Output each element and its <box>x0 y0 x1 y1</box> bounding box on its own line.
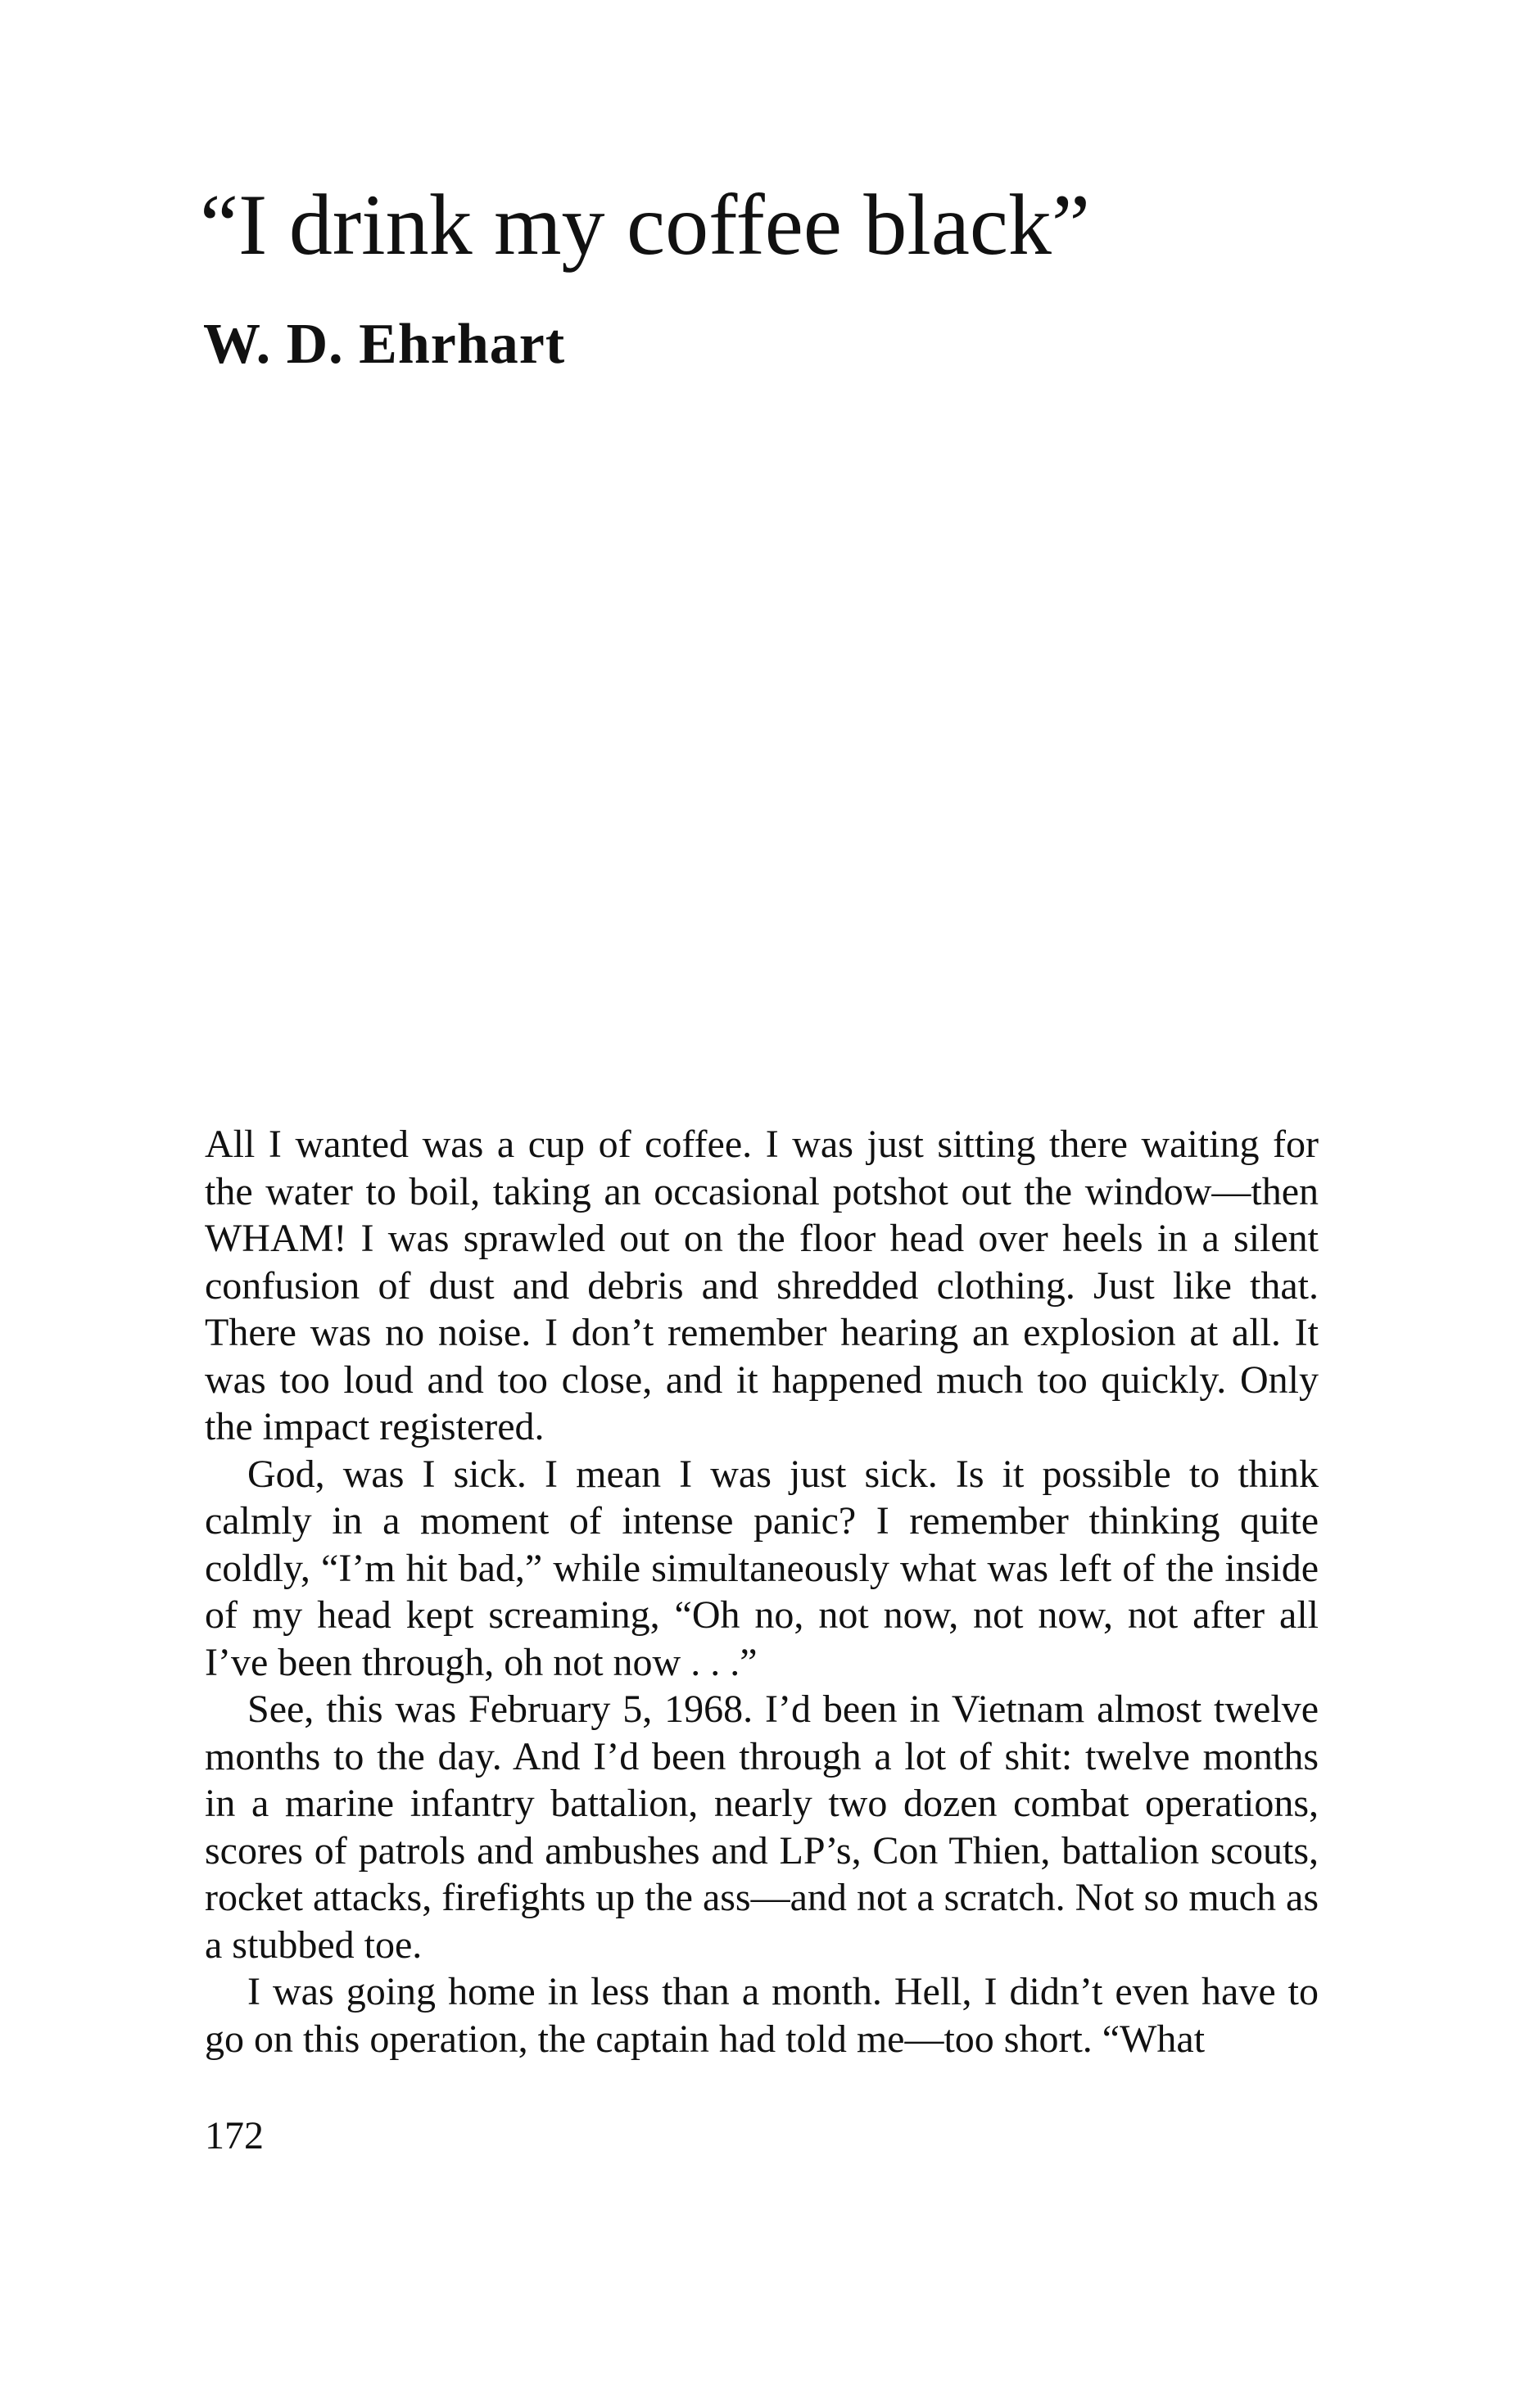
paragraph-1: All I wanted was a cup of coffee. I was just sitting there waiting for the water to boil, taking an occasional potshot out the window—then WHAM! I was sprawled out on the floor head over heels in a silent confusion of dust and debris and shredded clothing. Just like that. There was no noise. I don’t remember hearing an explosion at all. It was too loud and too close, and it happened much too quickly. Only the impact registered. <box>205 1123 1319 1448</box>
page-number: 172 <box>205 2114 264 2157</box>
paragraph-2: God, was I sick. I mean I was just sick. Is it possible to think calmly in a moment of intense panic? I remember thinking quite coldly, “I’m hit bad,” while simultaneously what was left of the inside of my head kept screaming, “Oh no, not now, not now, not after all I’ve been through, oh not now . . .” <box>205 1452 1319 1684</box>
chapter-title: “I drink my coffee black” <box>200 177 1090 273</box>
paragraph-4: I was going home in less than a month. Hell, I didn’t even have to go on this operation, the captain had told me—too short. “What <box>205 1970 1319 2061</box>
paragraph-3: See, this was February 5, 1968. I’d been in Vietnam almost twelve months to the day. And I’d been through a lot of shit: twelve months in a marine infantry battalion, nearly two dozen combat operations, scores of patrols and ambushes and LP’s, Con Thien, battalion scouts, rocket attacks, firefights up the ass—and not a scratch. Not so much as a stubbed toe. <box>205 1687 1319 1967</box>
body-text <box>205 1121 1319 2062</box>
chapter-author: W. D. Ehrhart <box>203 313 566 376</box>
